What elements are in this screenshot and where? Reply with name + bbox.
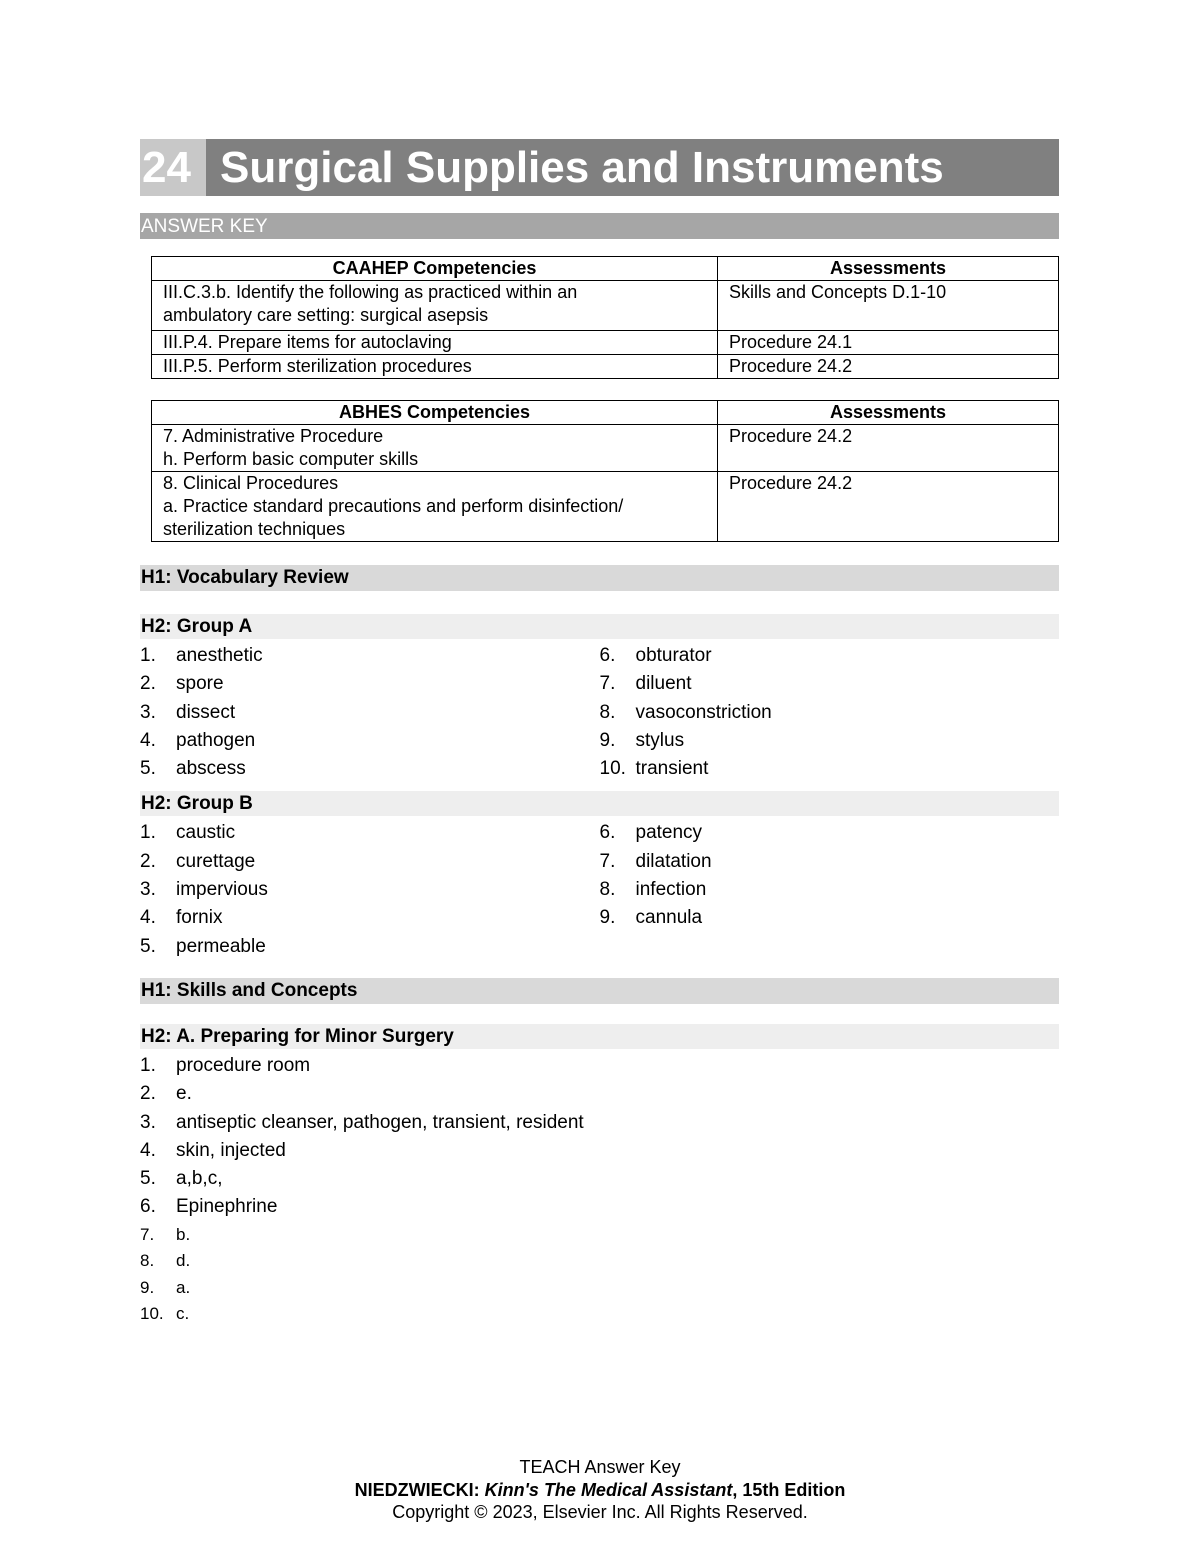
- page-footer: [0, 1456, 1200, 1524]
- list-item: 5. permeable: [140, 935, 266, 957]
- column-header: CAAHEP Competencies: [152, 257, 718, 281]
- competency-line: 7. Administrative Procedure: [163, 426, 384, 446]
- list-item: 10. transient: [599, 758, 709, 780]
- list-item: 7. dilatation: [599, 850, 712, 872]
- assessment-cell: Skills and Concepts D.1-10: [718, 281, 1059, 331]
- list-item: 8. d.: [140, 1251, 191, 1271]
- competency-line: a. Practice standard precautions and perform disinfection/: [163, 496, 624, 516]
- footer-citation: NIEDZWIECKI: Kinn's The Medical Assistant, 15th Edition: [354, 1479, 846, 1500]
- footer-label: TEACH Answer Key: [519, 1457, 681, 1477]
- list-item: 2. e.: [140, 1083, 192, 1105]
- group-a-heading: H2: Group A: [140, 614, 1059, 639]
- section-a-list: [140, 1052, 1059, 1222]
- list-item: 8. infection: [599, 879, 707, 901]
- section-a-heading: H2: A. Preparing for Minor Surgery: [140, 1024, 1059, 1049]
- list-item: 3. dissect: [140, 701, 236, 723]
- abhes-competencies-table: [151, 400, 1059, 542]
- competency-cell: [152, 425, 718, 472]
- document-page: [140, 139, 1059, 1328]
- list-item: 6. Epinephrine: [140, 1196, 278, 1218]
- assessment-cell: Procedure 24.2: [718, 472, 1059, 542]
- list-item: 2. spore: [140, 673, 224, 695]
- group-b-heading: H2: Group B: [140, 791, 1059, 816]
- group-a-list: [140, 642, 1059, 783]
- caahep-competencies-table: [151, 256, 1059, 379]
- table-row: [152, 425, 1059, 472]
- list-column-right: [600, 642, 1060, 783]
- assessment-cell: Procedure 24.1: [718, 331, 1059, 355]
- list-item: 9. cannula: [599, 907, 703, 929]
- list-item: 7. diluent: [599, 673, 692, 695]
- competency-cell: [152, 331, 718, 355]
- table-row: [152, 331, 1059, 355]
- list-item: 1. caustic: [140, 822, 236, 844]
- vocabulary-review-heading: H1: Vocabulary Review: [140, 565, 1059, 591]
- skills-concepts-heading: H1: Skills and Concepts: [140, 978, 1059, 1004]
- list-item: 1. anesthetic: [140, 645, 263, 666]
- competency-line: III.P.4. Prepare items for autoclaving: [163, 332, 452, 352]
- competency-cell: [152, 281, 718, 331]
- list-item: 8. vasoconstriction: [599, 701, 772, 723]
- list-item: 4. skin, injected: [140, 1139, 286, 1161]
- table-header-row: [152, 257, 1059, 281]
- chapter-title: Surgical Supplies and Instruments: [220, 143, 944, 192]
- chapter-number: 24: [140, 139, 206, 196]
- list-item: 6. patency: [599, 822, 703, 844]
- answer-key-banner: ANSWER KEY: [140, 213, 1059, 239]
- list-item: 7. b.: [140, 1224, 191, 1244]
- assessment-cell: Procedure 24.2: [718, 355, 1059, 379]
- list-item: 1. procedure room: [140, 1054, 311, 1076]
- table-row: [152, 355, 1059, 379]
- competency-cell: [152, 355, 718, 379]
- competency-line: sterilization techniques: [163, 519, 346, 539]
- list-item: 6. obturator: [599, 645, 712, 666]
- list-item: 9. stylus: [599, 729, 685, 751]
- competency-line: h. Perform basic computer skills: [163, 449, 419, 469]
- column-header: ABHES Competencies: [152, 401, 718, 425]
- table-row: [152, 281, 1059, 331]
- table-row: [152, 472, 1059, 542]
- list-column-left: [140, 819, 600, 960]
- list-item: 5. a,b,c,: [140, 1168, 223, 1190]
- competency-cell: [152, 472, 718, 542]
- list-column-right: [600, 819, 1060, 960]
- table-header-row: [152, 401, 1059, 425]
- column-header: Assessments: [718, 401, 1059, 425]
- competency-line: 8. Clinical Procedures: [163, 473, 339, 493]
- chapter-title-bar: [140, 139, 1059, 196]
- footer-copyright: Copyright © 2023, Elsevier Inc. All Rights Reserved.: [392, 1502, 808, 1522]
- list-item: 4. fornix: [140, 907, 223, 929]
- list-item: 9. a.: [140, 1277, 191, 1297]
- assessment-cell: Procedure 24.2: [718, 425, 1059, 472]
- list-item: 10. c.: [140, 1304, 190, 1324]
- column-header: Assessments: [718, 257, 1059, 281]
- list-item: 3. impervious: [140, 879, 268, 901]
- list-item: 5. abscess: [140, 758, 246, 780]
- section-a-list-continued: [140, 1222, 1059, 1328]
- list-column-left: [140, 642, 600, 783]
- group-b-list: [140, 819, 1059, 960]
- competency-line: III.P.5. Perform sterilization procedures: [163, 356, 472, 376]
- book-title: Kinn's The Medical Assistant: [484, 1479, 733, 1500]
- competency-line: III.C.3.b. Identify the following as practiced within an: [163, 282, 578, 302]
- list-item: 3. antiseptic cleanser, pathogen, transient, resident: [140, 1111, 584, 1133]
- list-item: 4. pathogen: [140, 729, 256, 751]
- list-item: 2. curettage: [140, 850, 256, 872]
- competency-line: ambulatory care setting: surgical asepsis: [163, 305, 489, 325]
